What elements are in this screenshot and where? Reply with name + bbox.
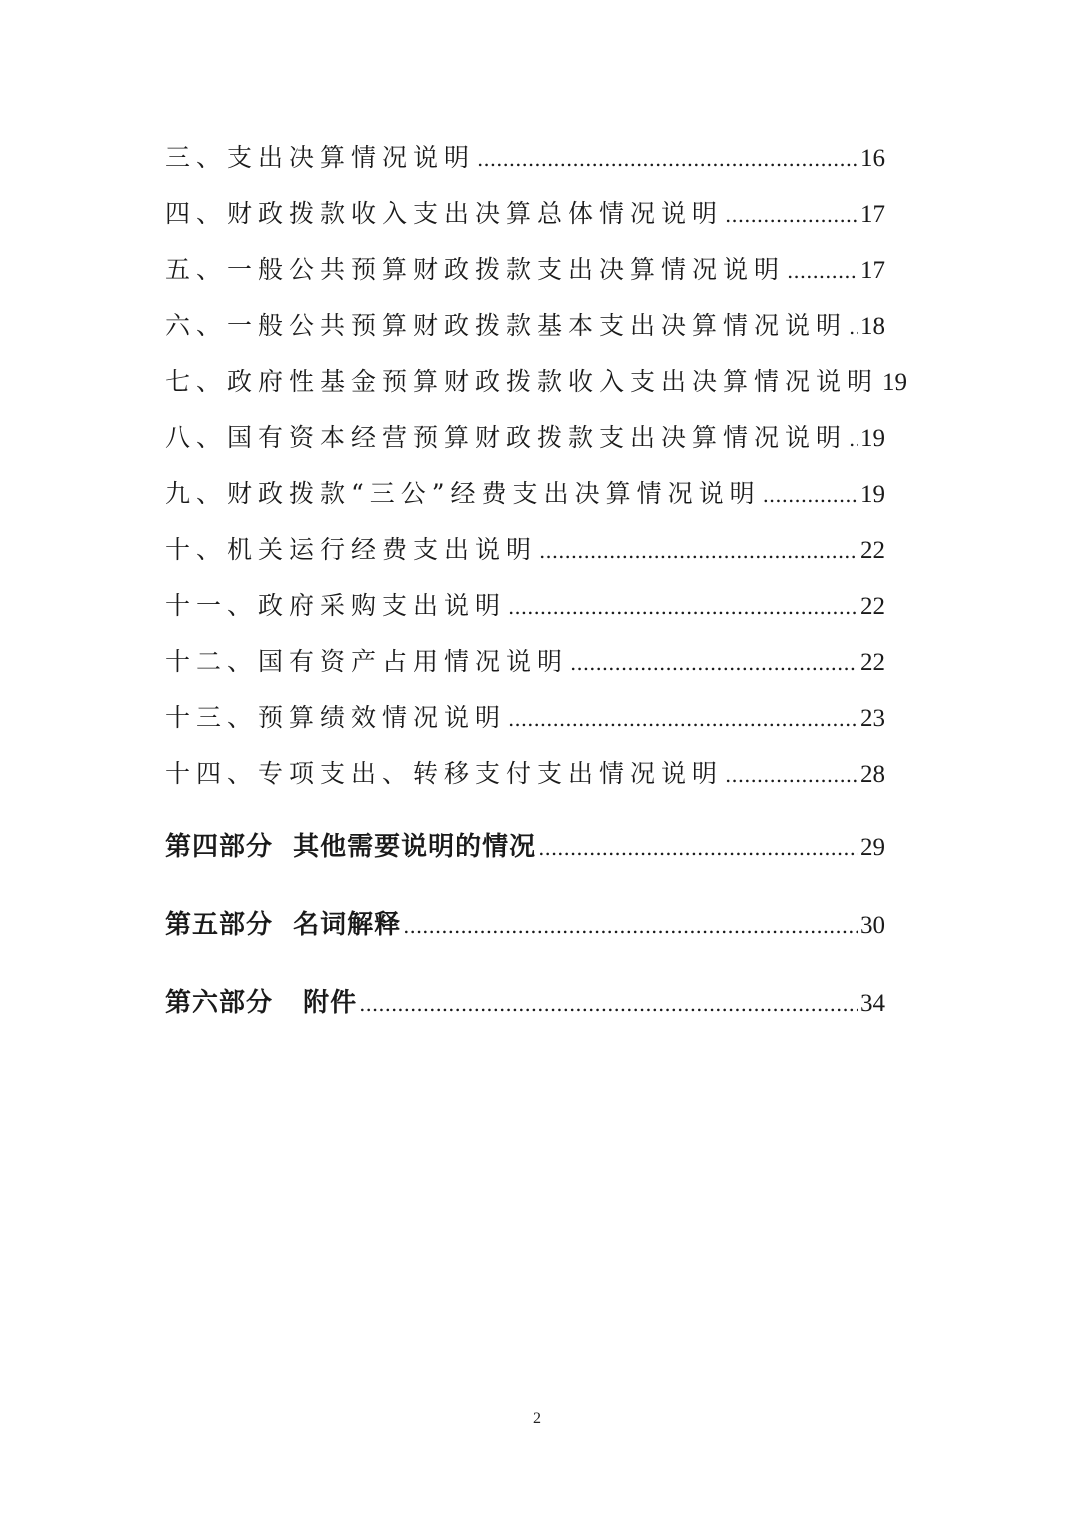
toc-entry-page: 19	[860, 481, 885, 508]
toc-part[interactable]	[165, 886, 885, 964]
toc-dot-leader	[508, 691, 858, 747]
toc-entry-title: 十一、政府采购支出说明	[165, 591, 507, 620]
toc-entry-title: 五、一般公共预算财政拨款支出决算情况说明	[165, 255, 786, 284]
toc-part-title: 第五部分 名词解释	[165, 910, 402, 940]
toc-entry[interactable]	[165, 466, 885, 522]
toc-entry-title: 七、政府性基金预算财政拨款收入支出决算情况说明	[165, 367, 879, 396]
toc-entry-title: 六、一般公共预算财政拨款基本支出决算情况说明	[165, 311, 848, 340]
table-of-contents	[165, 130, 908, 1042]
toc-part-page: 34	[860, 990, 885, 1017]
toc-entry-title: 九、财政拨款“三公”经费支出决算情况说明	[165, 479, 761, 508]
toc-dot-leader	[538, 809, 858, 887]
toc-entry-page: 17	[860, 201, 885, 228]
toc-dot-leader	[849, 299, 858, 355]
toc-part-title: 第四部分 其他需要说明的情况	[165, 832, 537, 862]
toc-dot-leader	[403, 887, 858, 965]
toc-dot-leader	[508, 579, 858, 635]
toc-part-title: 第六部分 附件	[165, 988, 358, 1018]
toc-part-page: 30	[860, 912, 885, 939]
toc-entry-page: 23	[860, 705, 885, 732]
toc-entry[interactable]	[165, 242, 885, 298]
toc-dot-leader	[570, 635, 858, 691]
toc-dot-leader	[539, 523, 858, 579]
toc-entry[interactable]	[165, 578, 885, 634]
toc-entry-page: 19	[860, 425, 885, 452]
toc-part-page: 29	[860, 834, 885, 861]
toc-entry-page: 22	[860, 537, 885, 564]
toc-entry-page: 22	[860, 593, 885, 620]
toc-entry-title: 十、机关运行经费支出说明	[165, 535, 538, 564]
toc-entry-page: 18	[860, 313, 885, 340]
toc-dot-leader	[725, 187, 858, 243]
toc-dot-leader	[725, 747, 858, 803]
toc-entry-title: 十三、预算绩效情况说明	[165, 703, 507, 732]
toc-entry[interactable]	[165, 410, 885, 466]
toc-entry-page: 17	[860, 257, 885, 284]
toc-entry-page: 28	[860, 761, 885, 788]
toc-entry-title: 十四、专项支出、转移支付支出情况说明	[165, 759, 724, 788]
toc-part[interactable]	[165, 808, 885, 886]
toc-dot-leader	[359, 965, 858, 1043]
toc-entry[interactable]	[165, 130, 885, 186]
toc-entry-title: 三、支出决算情况说明	[165, 143, 476, 172]
toc-dot-leader	[787, 243, 858, 299]
toc-entry-page: 22	[860, 649, 885, 676]
toc-dot-leader	[849, 411, 858, 467]
toc-entry[interactable]	[165, 354, 908, 410]
toc-entry[interactable]	[165, 690, 885, 746]
toc-entry[interactable]	[165, 522, 885, 578]
toc-entry-page: 19	[882, 369, 908, 396]
toc-entry[interactable]	[165, 298, 885, 354]
toc-entry-page: 16	[860, 145, 885, 172]
toc-entry-title: 八、国有资本经营预算财政拨款支出决算情况说明	[165, 423, 848, 452]
page-number: 2	[533, 1410, 541, 1427]
toc-part[interactable]	[165, 964, 885, 1042]
toc-entry[interactable]	[165, 186, 885, 242]
toc-dot-leader	[763, 467, 858, 523]
toc-entry-title: 四、财政拨款收入支出决算总体情况说明	[165, 199, 724, 228]
toc-entry[interactable]	[165, 634, 885, 690]
toc-entry[interactable]	[165, 746, 885, 802]
toc-dot-leader	[477, 131, 858, 187]
toc-entry-title: 十二、国有资产占用情况说明	[165, 647, 569, 676]
